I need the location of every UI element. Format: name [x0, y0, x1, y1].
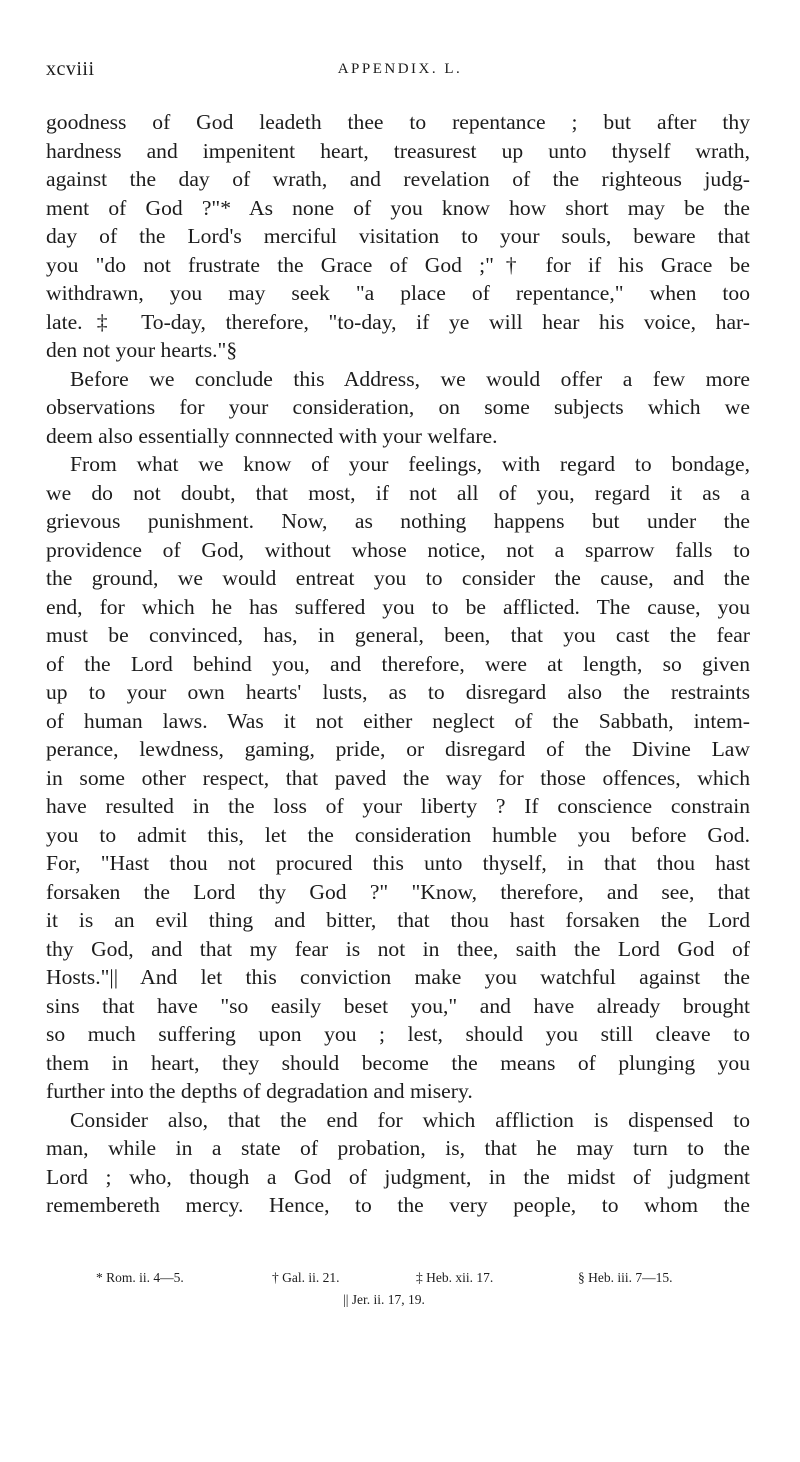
text-line: withdrawn, you may seek "a place of repentance," when too — [46, 281, 750, 305]
text-line: From what we know of your feelings, with regard to bondage, — [70, 452, 750, 476]
text-line: we do not doubt, that most, if not all of you, regard it as a — [46, 480, 750, 505]
text-line: hardness and impenitent heart, treasurest up unto thyself wrath, — [46, 138, 750, 163]
text-line: For, "Hast thou not procured this unto thyself, in that thou hast — [46, 851, 750, 875]
text-line: remembereth mercy. Hence, to the very people, to whom the — [46, 1193, 750, 1217]
text-line: observations for your consideration, on some subjects which we — [46, 395, 750, 419]
text-line: ment of God ?"* As none of you know how short may be the — [46, 195, 750, 220]
paragraph — [46, 108, 750, 365]
running-title: APPENDIX. L. — [337, 61, 463, 77]
page-header — [46, 58, 754, 88]
text-line: of the Lord behind you, and therefore, were at length, so given — [46, 651, 750, 676]
text-line: den not your hearts."§ — [46, 338, 238, 362]
text-line: Lord ; who, though a God of judgment, in the midst of judgment — [46, 1164, 750, 1189]
text-line: Before we conclude this Address, we would offer a few more — [70, 366, 750, 391]
text-line: sins that have "so easily beset you," and have already brought — [46, 993, 750, 1018]
text-line: it is an evil thing and bitter, that thou hast forsaken the Lord — [46, 908, 750, 932]
footnote-1: * Rom. ii. 4—5. — [96, 1270, 184, 1285]
text-line: up to your own hearts' lusts, as to disregard also the restraints — [46, 680, 750, 704]
text-line: them in heart, they should become the means of plunging you — [46, 1050, 750, 1075]
text-line: Consider also, that the end for which affliction is dispensed to — [70, 1107, 750, 1132]
page-number: xcviii — [46, 58, 95, 80]
text-line: day of the Lord's merciful visitation to your souls, beware that — [46, 224, 750, 248]
text-line: the ground, we would entreat you to consider the cause, and the — [46, 566, 750, 590]
text-line: Hosts."|| And let this conviction make you watchful against the — [46, 965, 750, 989]
text-line: perance, lewdness, gaming, pride, or disregard of the Divine Law — [46, 737, 750, 761]
footnote-4: § Heb. iii. 7—15. — [578, 1270, 673, 1285]
text-line: must be convinced, has, in general, been, that you cast the fear — [46, 623, 750, 647]
text-line: late.‡ To-day, therefore, "to-day, if ye will hear his voice, har- — [46, 309, 750, 334]
text-line: you "do not frustrate the Grace of God ;"† for if his Grace be — [46, 252, 750, 277]
body-text — [46, 108, 750, 1220]
text-line: forsaken the Lord thy God ?" "Know, therefore, and see, that — [46, 879, 750, 904]
footnote-2: † Gal. ii. 21. — [272, 1270, 340, 1285]
footnote-5: || Jer. ii. 17, 19. — [343, 1292, 425, 1307]
text-line: thy God, and that my fear is not in thee, saith the Lord God of — [46, 936, 750, 961]
paragraph — [46, 365, 750, 451]
text-line: providence of God, without whose notice, not a sparrow falls to — [46, 537, 750, 562]
paragraph — [46, 1106, 750, 1220]
text-line: in some other respect, that paved the way for those offences, which — [46, 765, 750, 790]
text-line: goodness of God leadeth thee to repentance ; but after thy — [46, 110, 750, 134]
text-line: so much suffering upon you ; lest, should you still cleave to — [46, 1022, 750, 1046]
text-line: you to admit this, let the consideration humble you before God. — [46, 822, 750, 847]
text-line: grievous punishment. Now, as nothing happens but under the — [46, 509, 750, 533]
text-line: further into the depths of degradation and misery. — [46, 1079, 473, 1103]
text-line: end, for which he has suffered you to be afflicted. The cause, you — [46, 594, 750, 619]
text-line: against the day of wrath, and revelation of the righteous judg- — [46, 167, 750, 191]
text-line: man, while in a state of probation, is, that he may turn to the — [46, 1136, 750, 1160]
text-line: of human laws. Was it not either neglect of the Sabbath, intem- — [46, 708, 750, 733]
text-line: deem also essentially connnected with your welfare. — [46, 423, 498, 448]
text-line: have resulted in the loss of your liberty ? If conscience constrain — [46, 794, 750, 818]
paragraph — [46, 450, 750, 1106]
footnote-3: ‡ Heb. xii. 17. — [416, 1270, 494, 1285]
